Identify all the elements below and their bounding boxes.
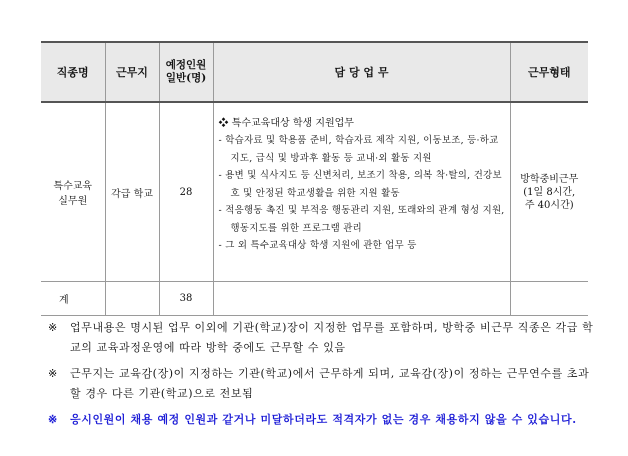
duty-item: - 적응행동 촉진 및 부적응 행동관리 지원, 또래와의 관계 형성 지원, 행동지도를 위한 프로그램 관리 bbox=[218, 205, 505, 234]
duties-list bbox=[219, 132, 506, 255]
notes bbox=[48, 318, 600, 436]
cell-form bbox=[510, 102, 588, 282]
recruitment-table bbox=[41, 41, 588, 316]
cell-place: 각급 학교 bbox=[105, 102, 159, 282]
form-line1: 방학중비근무 bbox=[520, 173, 579, 185]
reference-mark-icon: ※ bbox=[48, 367, 58, 380]
header-place: 근무지 bbox=[105, 42, 159, 102]
total-row bbox=[41, 282, 588, 316]
note-text: 업무내용은 명시된 업무 이외에 기관(학교)장이 지정한 업무를 포함하며, 방학중 비근무 직종은 각급 학교의 교육과정운영에 따라 방학 중에도 근무할 수 있음 bbox=[70, 321, 594, 354]
note-item bbox=[48, 318, 600, 358]
duty-item: - 용변 및 식사지도 등 신변처리, 보조기 착용, 의복 착·탈의, 건강보호 및 안정된 학교생활을 위한 지원 활동 bbox=[218, 170, 502, 199]
table-row bbox=[41, 102, 588, 282]
cell-job bbox=[41, 102, 105, 282]
note-text: 근무지는 교육감(장)이 지정하는 기관(학교)에서 근무하게 되며, 교육감(장)이 정하는 근무연수를 초과할 경우 다른 기관(학교)으로 전보됨 bbox=[70, 367, 590, 400]
form-line2: (1일 8시간, bbox=[523, 186, 576, 198]
header-form: 근무형태 bbox=[510, 42, 588, 102]
header-count bbox=[159, 42, 213, 102]
form-line3: 주 40시간) bbox=[524, 199, 574, 211]
duty-item: - 그 외 특수교육대상 학생 지원에 관한 업무 등 bbox=[218, 240, 417, 251]
warning-text: 응시인원이 채용 예정 인원과 같거나 미달하더라도 적격자가 없는 경우 채용하지 않을 수 있습니다. bbox=[70, 413, 577, 426]
cell-count: 28 bbox=[159, 102, 213, 282]
total-label: 계 bbox=[41, 282, 105, 316]
total-count: 38 bbox=[159, 282, 213, 316]
warning-note bbox=[48, 410, 600, 430]
total-empty bbox=[105, 282, 159, 316]
header-duties: 담 당 업 무 bbox=[213, 42, 510, 102]
duty-item: - 학습자료 및 학용품 준비, 학습자료 제작 지원, 이동보조, 등·하교 지도, 급식 및 방과후 활동 등 교내·외 활동 지원 bbox=[218, 135, 499, 164]
total-empty bbox=[213, 282, 510, 316]
cell-duties bbox=[213, 102, 510, 282]
duties-title: ❖ 특수교육대상 학생 지원업무 bbox=[218, 118, 354, 129]
table-header-row bbox=[41, 42, 588, 102]
total-empty bbox=[510, 282, 588, 316]
job-line2: 실무원 bbox=[58, 196, 88, 207]
job-line1: 특수교육 bbox=[53, 181, 93, 192]
reference-mark-icon: ※ bbox=[48, 413, 58, 426]
header-job: 직종명 bbox=[41, 42, 105, 102]
header-count-line1: 예정인원 bbox=[165, 59, 207, 71]
note-item bbox=[48, 364, 600, 404]
reference-mark-icon: ※ bbox=[48, 321, 58, 334]
header-count-line2: 일반(명) bbox=[165, 72, 207, 84]
